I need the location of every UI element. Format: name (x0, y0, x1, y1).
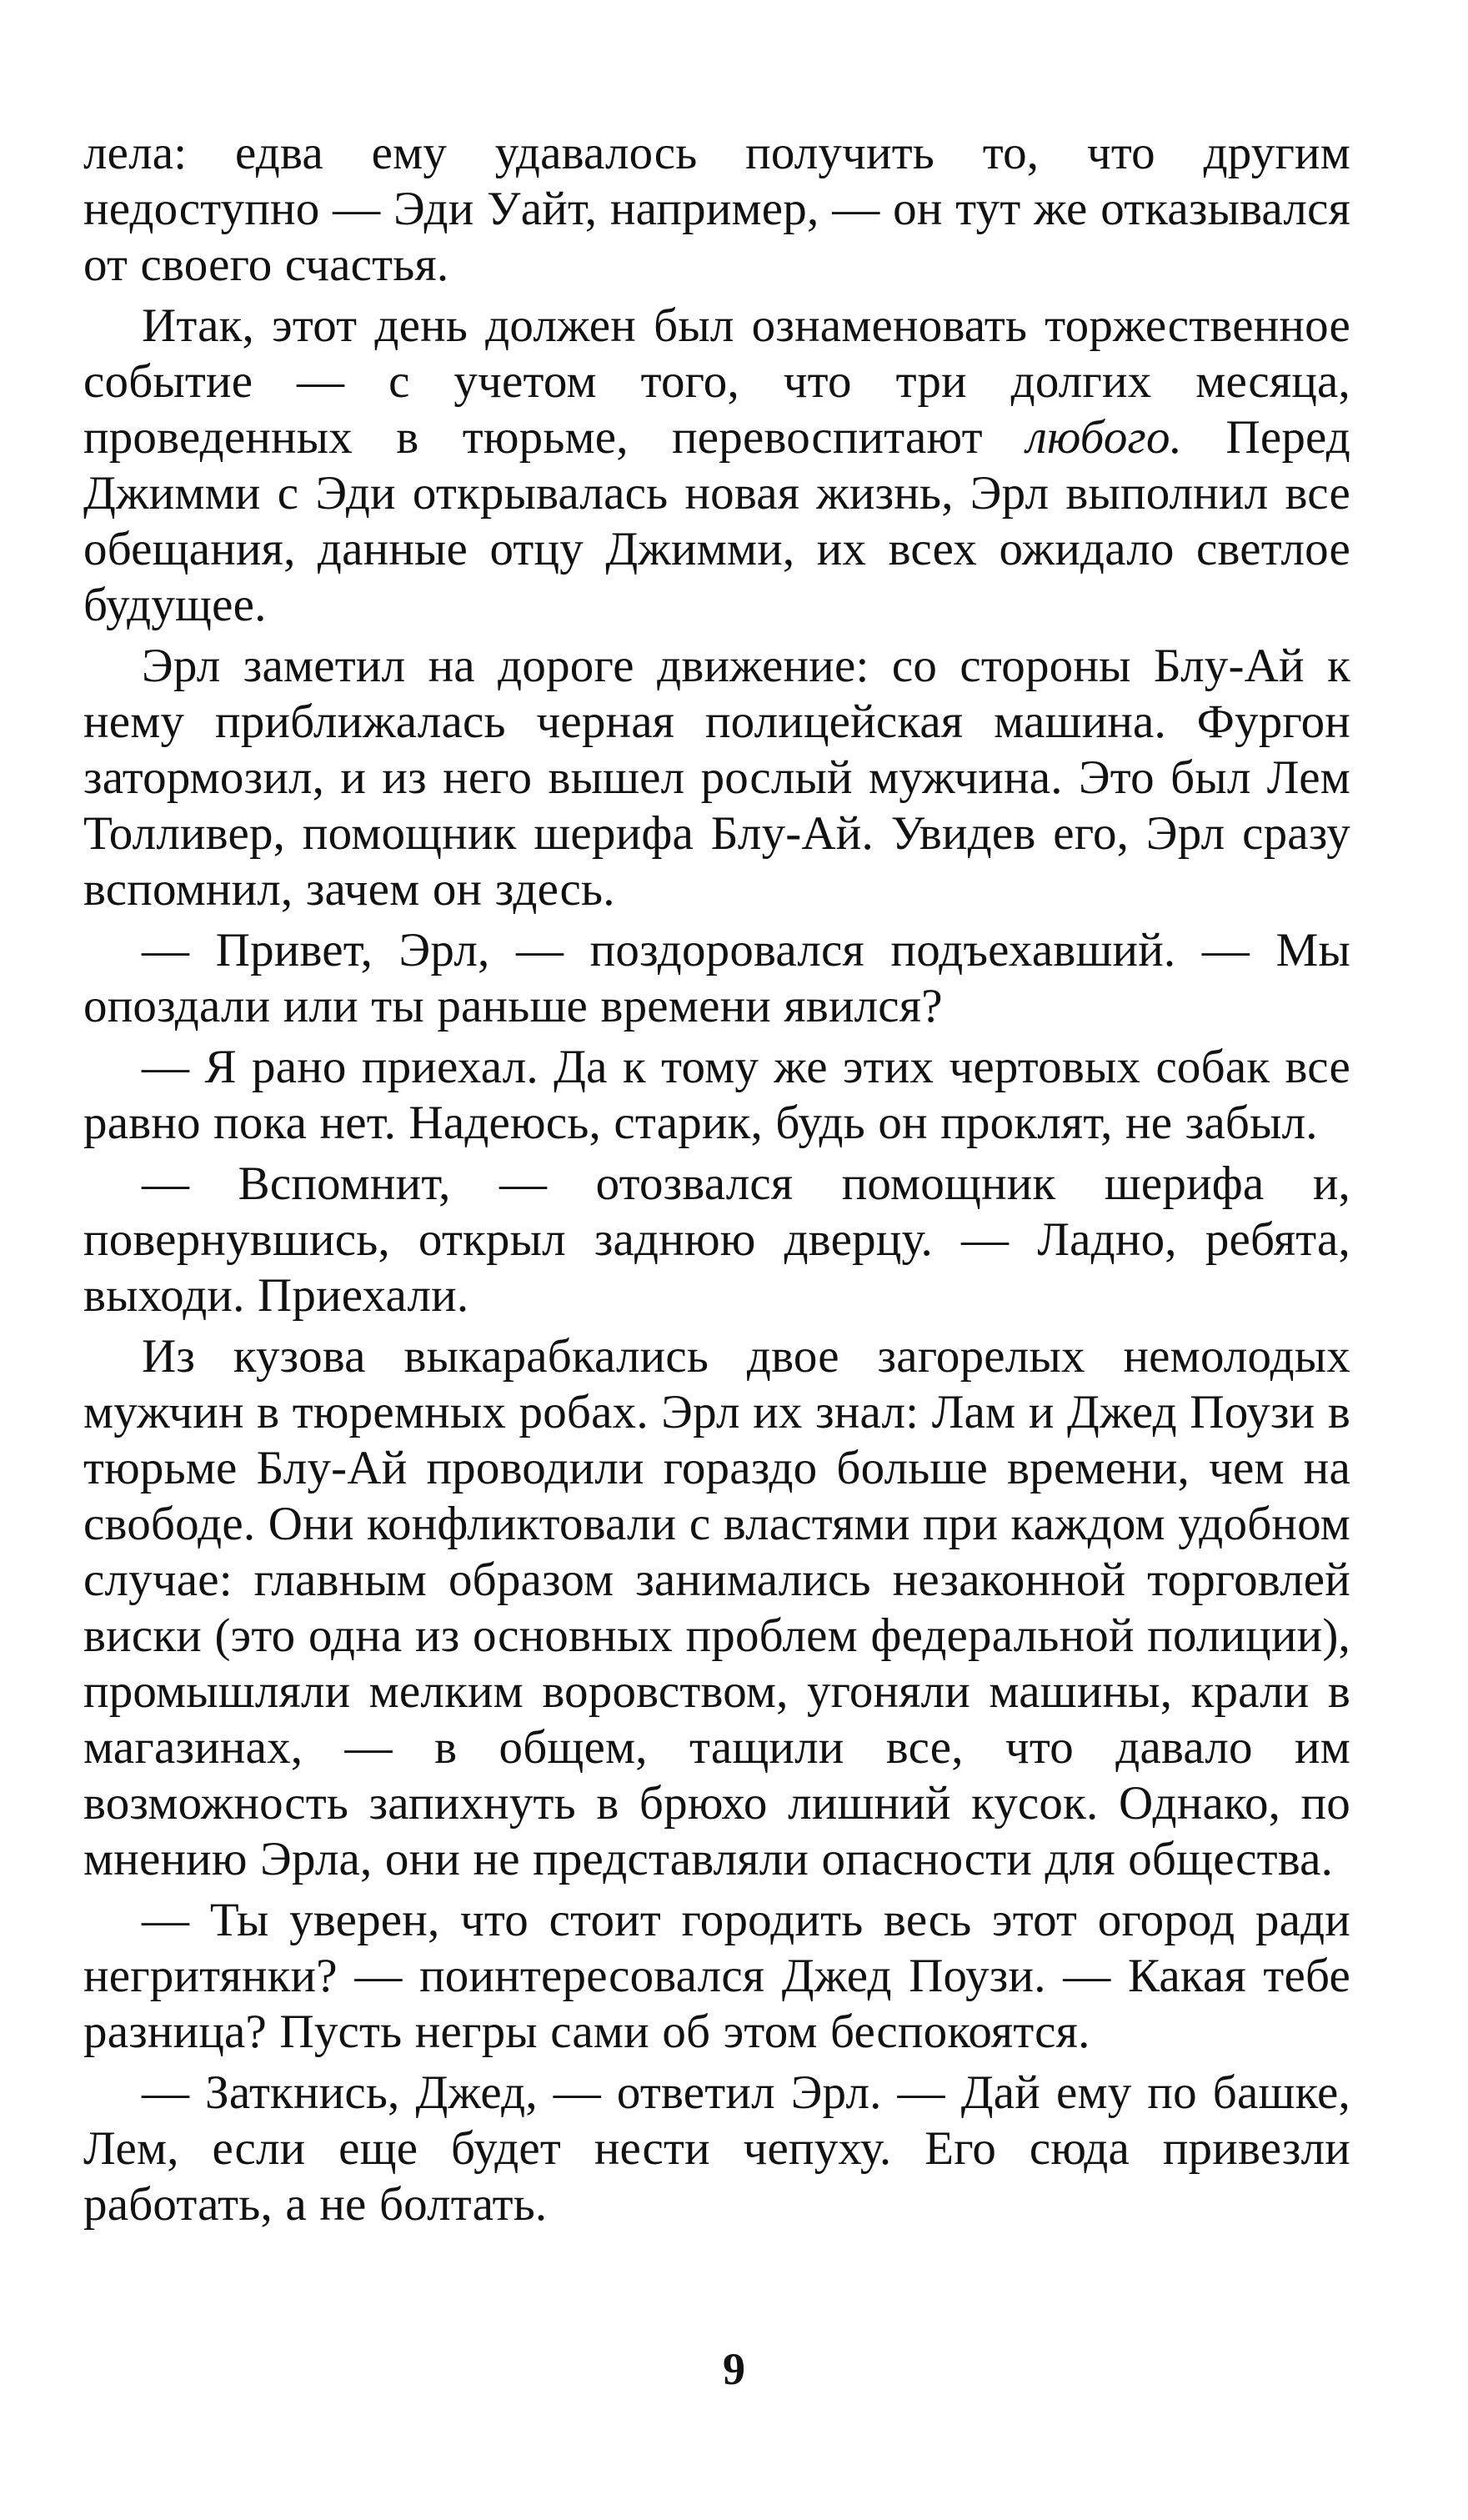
paragraph-7 (83, 1328, 1350, 1887)
paragraph-6 (83, 1156, 1350, 1323)
paragraph-text: лела: едва ему удавалось получить то, что другим недоступно — Эди Уайт, например, — он тут же отказывался от своего счастья. (83, 127, 1350, 291)
paragraph-5 (83, 1039, 1350, 1151)
paragraph-text: Итак, этот день должен был ознаменовать торжественное событие — с учетом того, что три долгих месяца, проведенных в тюрьме, перевоспитают (83, 299, 1350, 464)
paragraph-3 (83, 638, 1350, 917)
page-body (83, 125, 1350, 2232)
emphasis-text: любого. (1026, 411, 1183, 464)
paragraph-text: Перед Джимми с Эди открывалась новая жизнь, Эрл выполнил все обещания, данные отцу Джимми, их всех ожидало светлое будущее. (83, 411, 1350, 631)
paragraph-text: Из кузова выкарабкались двое загорелых немолодых мужчин в тюремных робах. Эрл их знал: Лам и Джед Поузи в тюрьме Блу-Ай проводили гораздо больше времени, чем на свободе. Они конфликтовали с властями при каждом удобном случае: главным образом занимались незаконной торговлей виски (это одна из основных проблем федеральной полиции), промышляли мелким воровством, угоняли машины, крали в магазинах, — в общем, тащили все, что давало им возможность запихнуть в брюхо лишний кусок. Однако, по мнению Эрла, они не представляли опасности для общества. (83, 1330, 1350, 1885)
paragraph-text: — Вспомнит, — отозвался помощник шерифа и, повернувшись, открыл заднюю дверцу. — Ладно, ребята, выходи. Приехали. (83, 1157, 1350, 1322)
paragraph-4 (83, 922, 1350, 1034)
paragraph-text: — Я рано приехал. Да к тому же этих чертовых собак все равно пока нет. Надеюсь, старик, будь он проклят, не забыл. (83, 1041, 1350, 1149)
paragraph-text: Эрл заметил на дороге движение: со стороны Блу-Ай к нему приближалась черная полицейская машина. Фургон затормозил, и из него вышел рослый мужчина. Это был Лем Толливер, помощник шерифа Блу-Ай. Увидев его, Эрл сразу вспомнил, зачем он здесь. (83, 640, 1350, 916)
page-number: 9 (723, 2344, 745, 2394)
paragraph-8 (83, 1892, 1350, 2060)
paragraph-text: — Заткнись, Джед, — ответил Эрл. — Дай ему по башке, Лем, если еще будет нести чепуху. Его сюда привезли работать, а не болтать. (83, 2066, 1350, 2231)
paragraph-text: — Ты уверен, что стоит городить весь этот огород ради негритянки? — поинтересовался Джед Поузи. — Какая тебе разница? Пусть негры сами об этом беспокоятся. (83, 1894, 1350, 2058)
paragraph-text: — Привет, Эрл, — поздоровался подъехавший. — Мы опоздали или ты раньше времени явился? (83, 924, 1350, 1032)
paragraph-9 (83, 2065, 1350, 2232)
paragraph-2 (83, 298, 1350, 633)
paragraph-1 (83, 125, 1350, 293)
